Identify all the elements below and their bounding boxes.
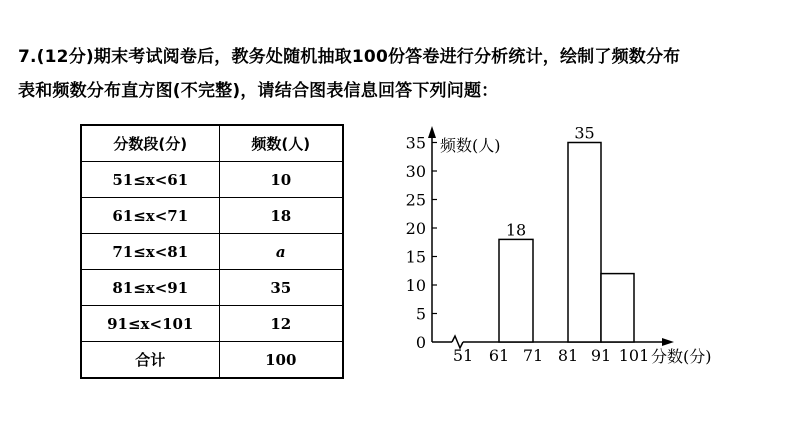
y-tick-label: 10 xyxy=(405,276,426,295)
range-cell: 71≤x<81 xyxy=(81,234,219,270)
question-line-2: 表和频数分布直方图(不完整)，请结合图表信息回答下列问题： xyxy=(18,81,499,101)
range-cell: 81≤x<91 xyxy=(81,270,219,306)
x-tick-label: 61 xyxy=(488,346,510,365)
chart-layer xyxy=(406,124,712,367)
x-tick-label: 51 xyxy=(452,346,474,365)
question-line-1: 7.(12分)期末考试阅卷后，教务处随机抽取100份答卷进行分析统计，绘制了频数分布 xyxy=(18,47,681,67)
count-cell: a xyxy=(219,234,343,270)
count-cell: 35 xyxy=(219,270,343,306)
y-axis-arrow xyxy=(428,126,436,138)
y-tick-label: 0 xyxy=(415,333,426,352)
y-tick-label: 25 xyxy=(405,190,426,210)
range-cell: 51≤x<61 xyxy=(81,162,219,198)
count-cell: 12 xyxy=(219,306,343,342)
count-cell: 10 xyxy=(219,162,343,198)
x-tick-label: 81 xyxy=(557,346,579,365)
header-frequency: 频数(人) xyxy=(219,125,343,162)
x-tick-label: 101 xyxy=(618,346,650,365)
x-tick-label: 91 xyxy=(590,346,612,365)
x-axis-label: 分数(分) xyxy=(651,347,712,366)
histogram-bar xyxy=(601,274,634,342)
y-tick-label: 30 xyxy=(405,162,426,181)
histogram-bar xyxy=(499,239,533,342)
histogram-bar xyxy=(568,143,601,343)
y-tick-label: 20 xyxy=(405,219,426,238)
bar-value-label: 35 xyxy=(574,123,595,143)
total-value-cell: 100 xyxy=(219,342,343,379)
y-axis-label: 频数(人) xyxy=(440,136,501,155)
x-tick-label: 71 xyxy=(522,346,544,365)
range-cell: 61≤x<71 xyxy=(81,198,219,234)
y-tick-label: 35 xyxy=(405,133,426,153)
y-tick-label: 15 xyxy=(405,247,426,267)
header-score-range: 分数段(分) xyxy=(81,125,219,162)
total-label-cell: 合计 xyxy=(81,342,219,379)
x-axis-arrow xyxy=(662,338,674,346)
bar-value-label: 18 xyxy=(505,220,527,240)
y-tick-label: 5 xyxy=(415,304,426,324)
count-cell: 18 xyxy=(219,198,343,234)
range-cell: 91≤x<101 xyxy=(81,306,219,342)
